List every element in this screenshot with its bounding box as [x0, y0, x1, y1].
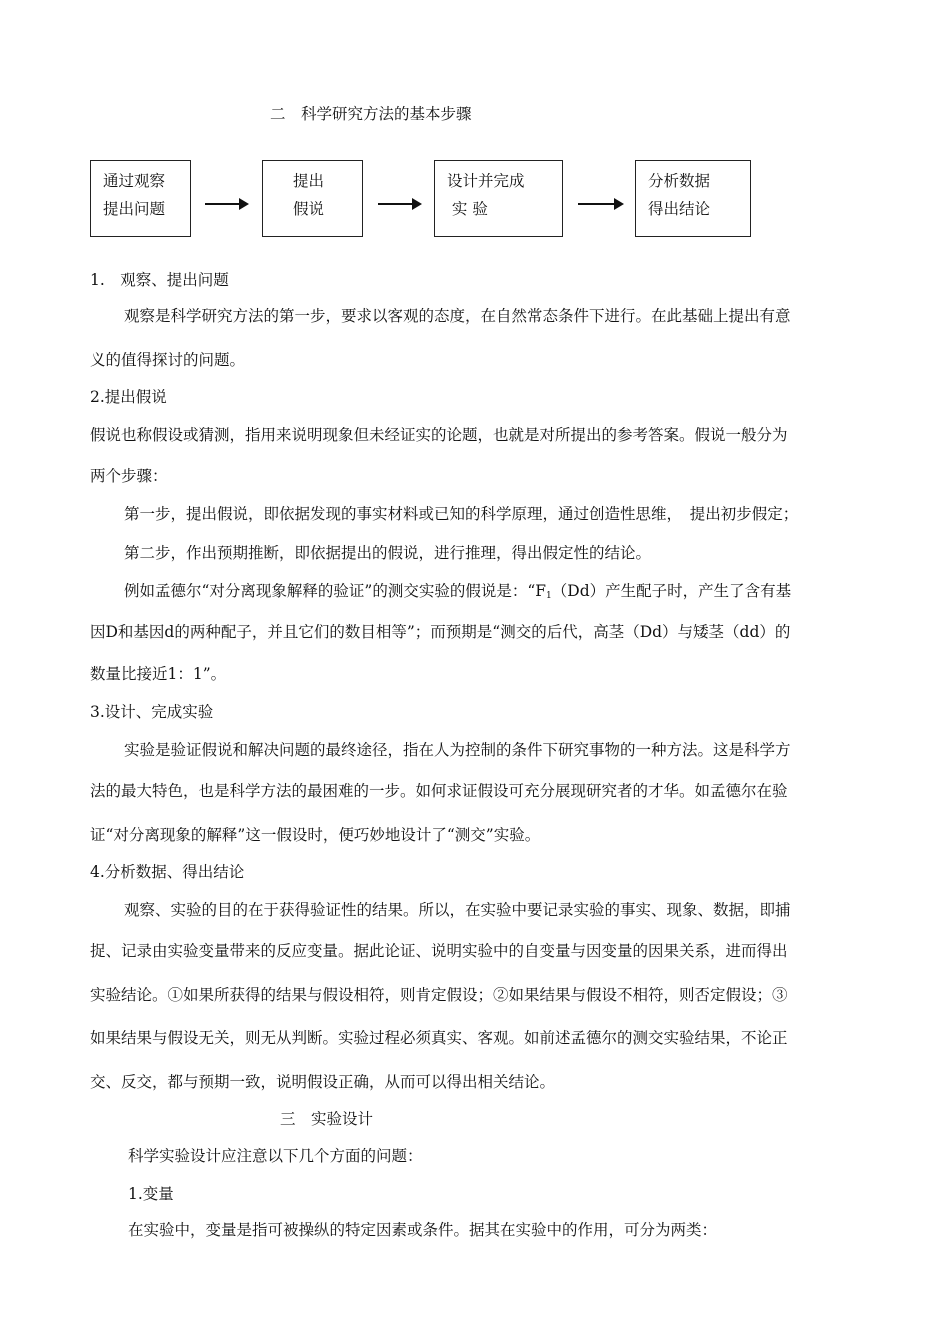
- paragraph-line: 观察是科学研究方法的第一步，要求以客观的态度，在自然常态条件下进行。在此基础上提出有意: [124, 307, 791, 325]
- flow-box-line: 提出: [293, 172, 325, 190]
- paragraph-line: 第一步，提出假说，即依据发现的事实材料或已知的科学原理，通过创造性思维， 提出初步假定；: [124, 505, 799, 523]
- flow-box-line: 提出问题: [103, 200, 166, 218]
- paragraph-line: 实验是验证假说和解决问题的最终途径，指在人为控制的条件下研究事物的一种方法。这是科学方: [124, 741, 791, 759]
- paragraph-line: 实验结论。①如果所获得的结果与假设相符，则肯定假设；②如果结果与假设不相符，则否定假设；③: [90, 986, 788, 1004]
- flow-box-line: 实 验: [447, 200, 488, 218]
- flow-box-observe: [90, 160, 191, 237]
- text-segment: 例如孟德尔“对分离现象解释的验证”的测交实验的假说是：“F: [124, 582, 547, 600]
- paragraph-line: 法的最大特色，也是科学方法的最困难的一步。如何求证假设可充分展现研究者的才华。如孟德尔在验: [90, 782, 788, 800]
- flow-box-line: 分析数据: [648, 172, 711, 190]
- step3-heading: 3.设计、完成实验: [90, 703, 214, 721]
- text-segment: （Dd）产生配子时，产生了含有基: [551, 582, 792, 600]
- flow-box-line: 得出结论: [648, 200, 711, 218]
- step4-heading: 4.分析数据、得出结论: [90, 863, 245, 881]
- section-title: 三 实验设计: [280, 1110, 374, 1128]
- arrow-right-icon: [578, 198, 624, 210]
- paragraph-line: 在实验中，变量是指可被操纵的特定因素或条件。据其在实验中的作用，可分为两类：: [128, 1221, 718, 1239]
- arrow-right-icon: [205, 198, 249, 210]
- paragraph-line: 两个步骤：: [90, 467, 168, 485]
- flow-box-line: 设计并完成: [447, 172, 525, 190]
- paragraph-line: 第二步，作出预期推断，即依据提出的假说，进行推理，得出假定性的结论。: [124, 544, 652, 562]
- paragraph-line: 观察、实验的目的在于获得验证性的结果。所以，在实验中要记录实验的事实、现象、数据，即捕: [124, 901, 791, 919]
- step2-heading: 2.提出假说: [90, 388, 167, 406]
- paragraph-line: 因D和基因d的两种配子，并且它们的数目相等”；而预期是“测交的后代，高茎（Dd）与矮茎（dd）的: [90, 623, 791, 641]
- paragraph-line: 交、反交，都与预期一致，说明假设正确，从而可以得出相关结论。: [90, 1073, 556, 1091]
- flow-box-line: 通过观察: [103, 172, 166, 190]
- paragraph-line: 证“对分离现象的解释”这一假设时，便巧妙地设计了“测交”实验。: [90, 826, 541, 844]
- arrow-right-icon: [378, 198, 422, 210]
- paragraph-line: 科学实验设计应注意以下几个方面的问题：: [128, 1147, 423, 1165]
- flow-box-analyze: [635, 160, 751, 237]
- section-title: 二 科学研究方法的基本步骤: [270, 105, 472, 123]
- paragraph-line: 数量比接近1：1”。: [90, 665, 227, 683]
- subscript: 1: [546, 591, 552, 601]
- subsection-heading: 1.变量: [128, 1185, 174, 1203]
- paragraph-line: [124, 579, 791, 601]
- paragraph-line: 如果结果与假设无关，则无从判断。实验过程必须真实、客观。如前述孟德尔的测交实验结果，不论正: [90, 1029, 788, 1047]
- paragraph-line: 假说也称假设或猜测，指用来说明现象但未经证实的论题，也就是对所提出的参考答案。假说一般分为: [90, 426, 788, 444]
- flow-box-hypothesis: [262, 160, 363, 237]
- flow-box-experiment: [434, 160, 563, 237]
- paragraph-line: 义的值得探讨的问题。: [90, 351, 246, 369]
- paragraph-line: 捉、记录由实验变量带来的反应变量。据此论证、说明实验中的自变量与因变量的因果关系，进而得出: [90, 942, 788, 960]
- flow-box-line: 假说: [293, 200, 325, 218]
- step1-heading: 1. 观察、提出问题: [90, 271, 229, 289]
